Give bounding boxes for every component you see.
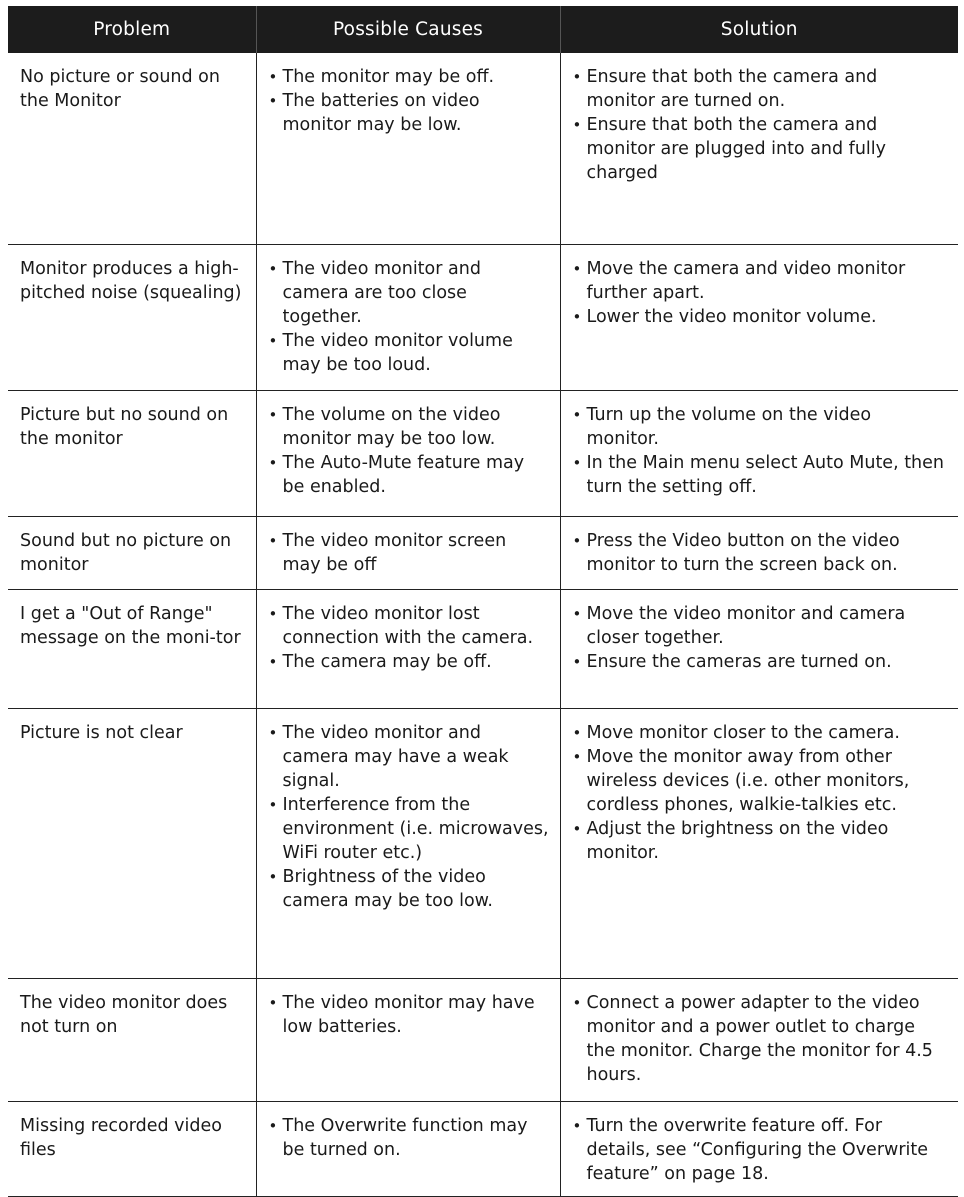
causes-cell bbox=[256, 589, 560, 708]
problem-cell: No picture or sound on the Monitor bbox=[8, 53, 256, 244]
cause-item: • The batteries on video monitor may be low. bbox=[269, 89, 550, 137]
cause-item: • Interference from the environment (i.e. microwaves, WiFi router etc.) bbox=[269, 793, 550, 865]
solutions-list bbox=[573, 257, 949, 329]
cause-item: • The camera may be off. bbox=[269, 650, 550, 674]
problem-cell: Missing recorded video files bbox=[8, 1101, 256, 1196]
solutions-list bbox=[573, 991, 949, 1087]
table-header bbox=[8, 6, 958, 53]
solution-item: • In the Main menu select Auto Mute, then turn the setting off. bbox=[573, 451, 949, 499]
causes-list bbox=[269, 403, 550, 499]
cause-item: • The video monitor volume may be too loud. bbox=[269, 329, 550, 377]
problem-cell: I get a "Out of Range" message on the moni-tor bbox=[8, 589, 256, 708]
causes-list bbox=[269, 721, 550, 913]
cause-item: • Brightness of the video camera may be too low. bbox=[269, 865, 550, 913]
solution-item: • Connect a power adapter to the video monitor and a power outlet to charge the monitor. Charge the monitor for 4.5 hours. bbox=[573, 991, 949, 1087]
cause-item: • The video monitor lost connection with the camera. bbox=[269, 602, 550, 650]
table-row bbox=[8, 244, 958, 390]
problem-cell: Picture but no sound on the monitor bbox=[8, 390, 256, 516]
solution-item: • Ensure that both the camera and monitor are turned on. bbox=[573, 65, 949, 113]
solution-item: • Ensure the cameras are turned on. bbox=[573, 650, 949, 674]
solutions-list bbox=[573, 403, 949, 499]
causes-list bbox=[269, 257, 550, 377]
cause-item: • The volume on the video monitor may be too low. bbox=[269, 403, 550, 451]
table-body bbox=[8, 53, 958, 1196]
cause-item: • The Auto-Mute feature may be enabled. bbox=[269, 451, 550, 499]
table-row bbox=[8, 390, 958, 516]
table-row bbox=[8, 53, 958, 244]
cause-item: • The Overwrite function may be turned on. bbox=[269, 1114, 550, 1162]
solution-item: • Lower the video monitor volume. bbox=[573, 305, 949, 329]
causes-cell bbox=[256, 978, 560, 1101]
solution-cell bbox=[560, 589, 958, 708]
table-row bbox=[8, 589, 958, 708]
solution-cell bbox=[560, 390, 958, 516]
problem-cell: Monitor produces a high-pitched noise (squealing) bbox=[8, 244, 256, 390]
table-row bbox=[8, 1101, 958, 1196]
causes-list bbox=[269, 1114, 550, 1162]
problem-cell: Picture is not clear bbox=[8, 708, 256, 978]
solution-item: • Turn up the volume on the video monitor. bbox=[573, 403, 949, 451]
cause-item: • The video monitor may have low batteries. bbox=[269, 991, 550, 1039]
causes-cell bbox=[256, 53, 560, 244]
solution-item: • Move the monitor away from other wireless devices (i.e. other monitors, cordless phones, walkie-talkies etc. bbox=[573, 745, 949, 817]
header-row bbox=[8, 6, 958, 53]
causes-cell bbox=[256, 708, 560, 978]
causes-list bbox=[269, 529, 550, 577]
causes-cell bbox=[256, 1101, 560, 1196]
solutions-list bbox=[573, 721, 949, 865]
causes-cell bbox=[256, 390, 560, 516]
solutions-list bbox=[573, 602, 949, 674]
cause-item: • The video monitor and camera may have a weak signal. bbox=[269, 721, 550, 793]
cause-item: • The video monitor screen may be off bbox=[269, 529, 550, 577]
causes-list bbox=[269, 602, 550, 674]
table-row bbox=[8, 978, 958, 1101]
table-row bbox=[8, 708, 958, 978]
troubleshooting-table bbox=[8, 6, 958, 1197]
problem-cell: The video monitor does not turn on bbox=[8, 978, 256, 1101]
solution-item: • Move the video monitor and camera closer together. bbox=[573, 602, 949, 650]
solution-item: • Turn the overwrite feature off. For details, see “Configuring the Overwrite feature” on page 18. bbox=[573, 1114, 949, 1186]
solution-item: • Move monitor closer to the camera. bbox=[573, 721, 949, 745]
solution-cell bbox=[560, 516, 958, 589]
solution-item: • Move the camera and video monitor further apart. bbox=[573, 257, 949, 305]
header-possible-causes: Possible Causes bbox=[256, 6, 560, 53]
causes-cell bbox=[256, 516, 560, 589]
solution-cell bbox=[560, 708, 958, 978]
solution-item: • Ensure that both the camera and monitor are plugged into and fully charged bbox=[573, 113, 949, 185]
cause-item: • The monitor may be off. bbox=[269, 65, 550, 89]
header-problem: Problem bbox=[8, 6, 256, 53]
solutions-list bbox=[573, 1114, 949, 1186]
cause-item: • The video monitor and camera are too close together. bbox=[269, 257, 550, 329]
header-solution: Solution bbox=[560, 6, 958, 53]
solution-cell bbox=[560, 978, 958, 1101]
solution-cell bbox=[560, 53, 958, 244]
causes-list bbox=[269, 65, 550, 137]
solutions-list bbox=[573, 529, 949, 577]
solution-item: • Adjust the brightness on the video monitor. bbox=[573, 817, 949, 865]
causes-cell bbox=[256, 244, 560, 390]
problem-cell: Sound but no picture on monitor bbox=[8, 516, 256, 589]
troubleshooting-sheet bbox=[8, 6, 958, 1197]
solution-cell bbox=[560, 244, 958, 390]
causes-list bbox=[269, 991, 550, 1039]
solution-cell bbox=[560, 1101, 958, 1196]
solution-item: • Press the Video button on the video monitor to turn the screen back on. bbox=[573, 529, 949, 577]
table-row bbox=[8, 516, 958, 589]
solutions-list bbox=[573, 65, 949, 185]
